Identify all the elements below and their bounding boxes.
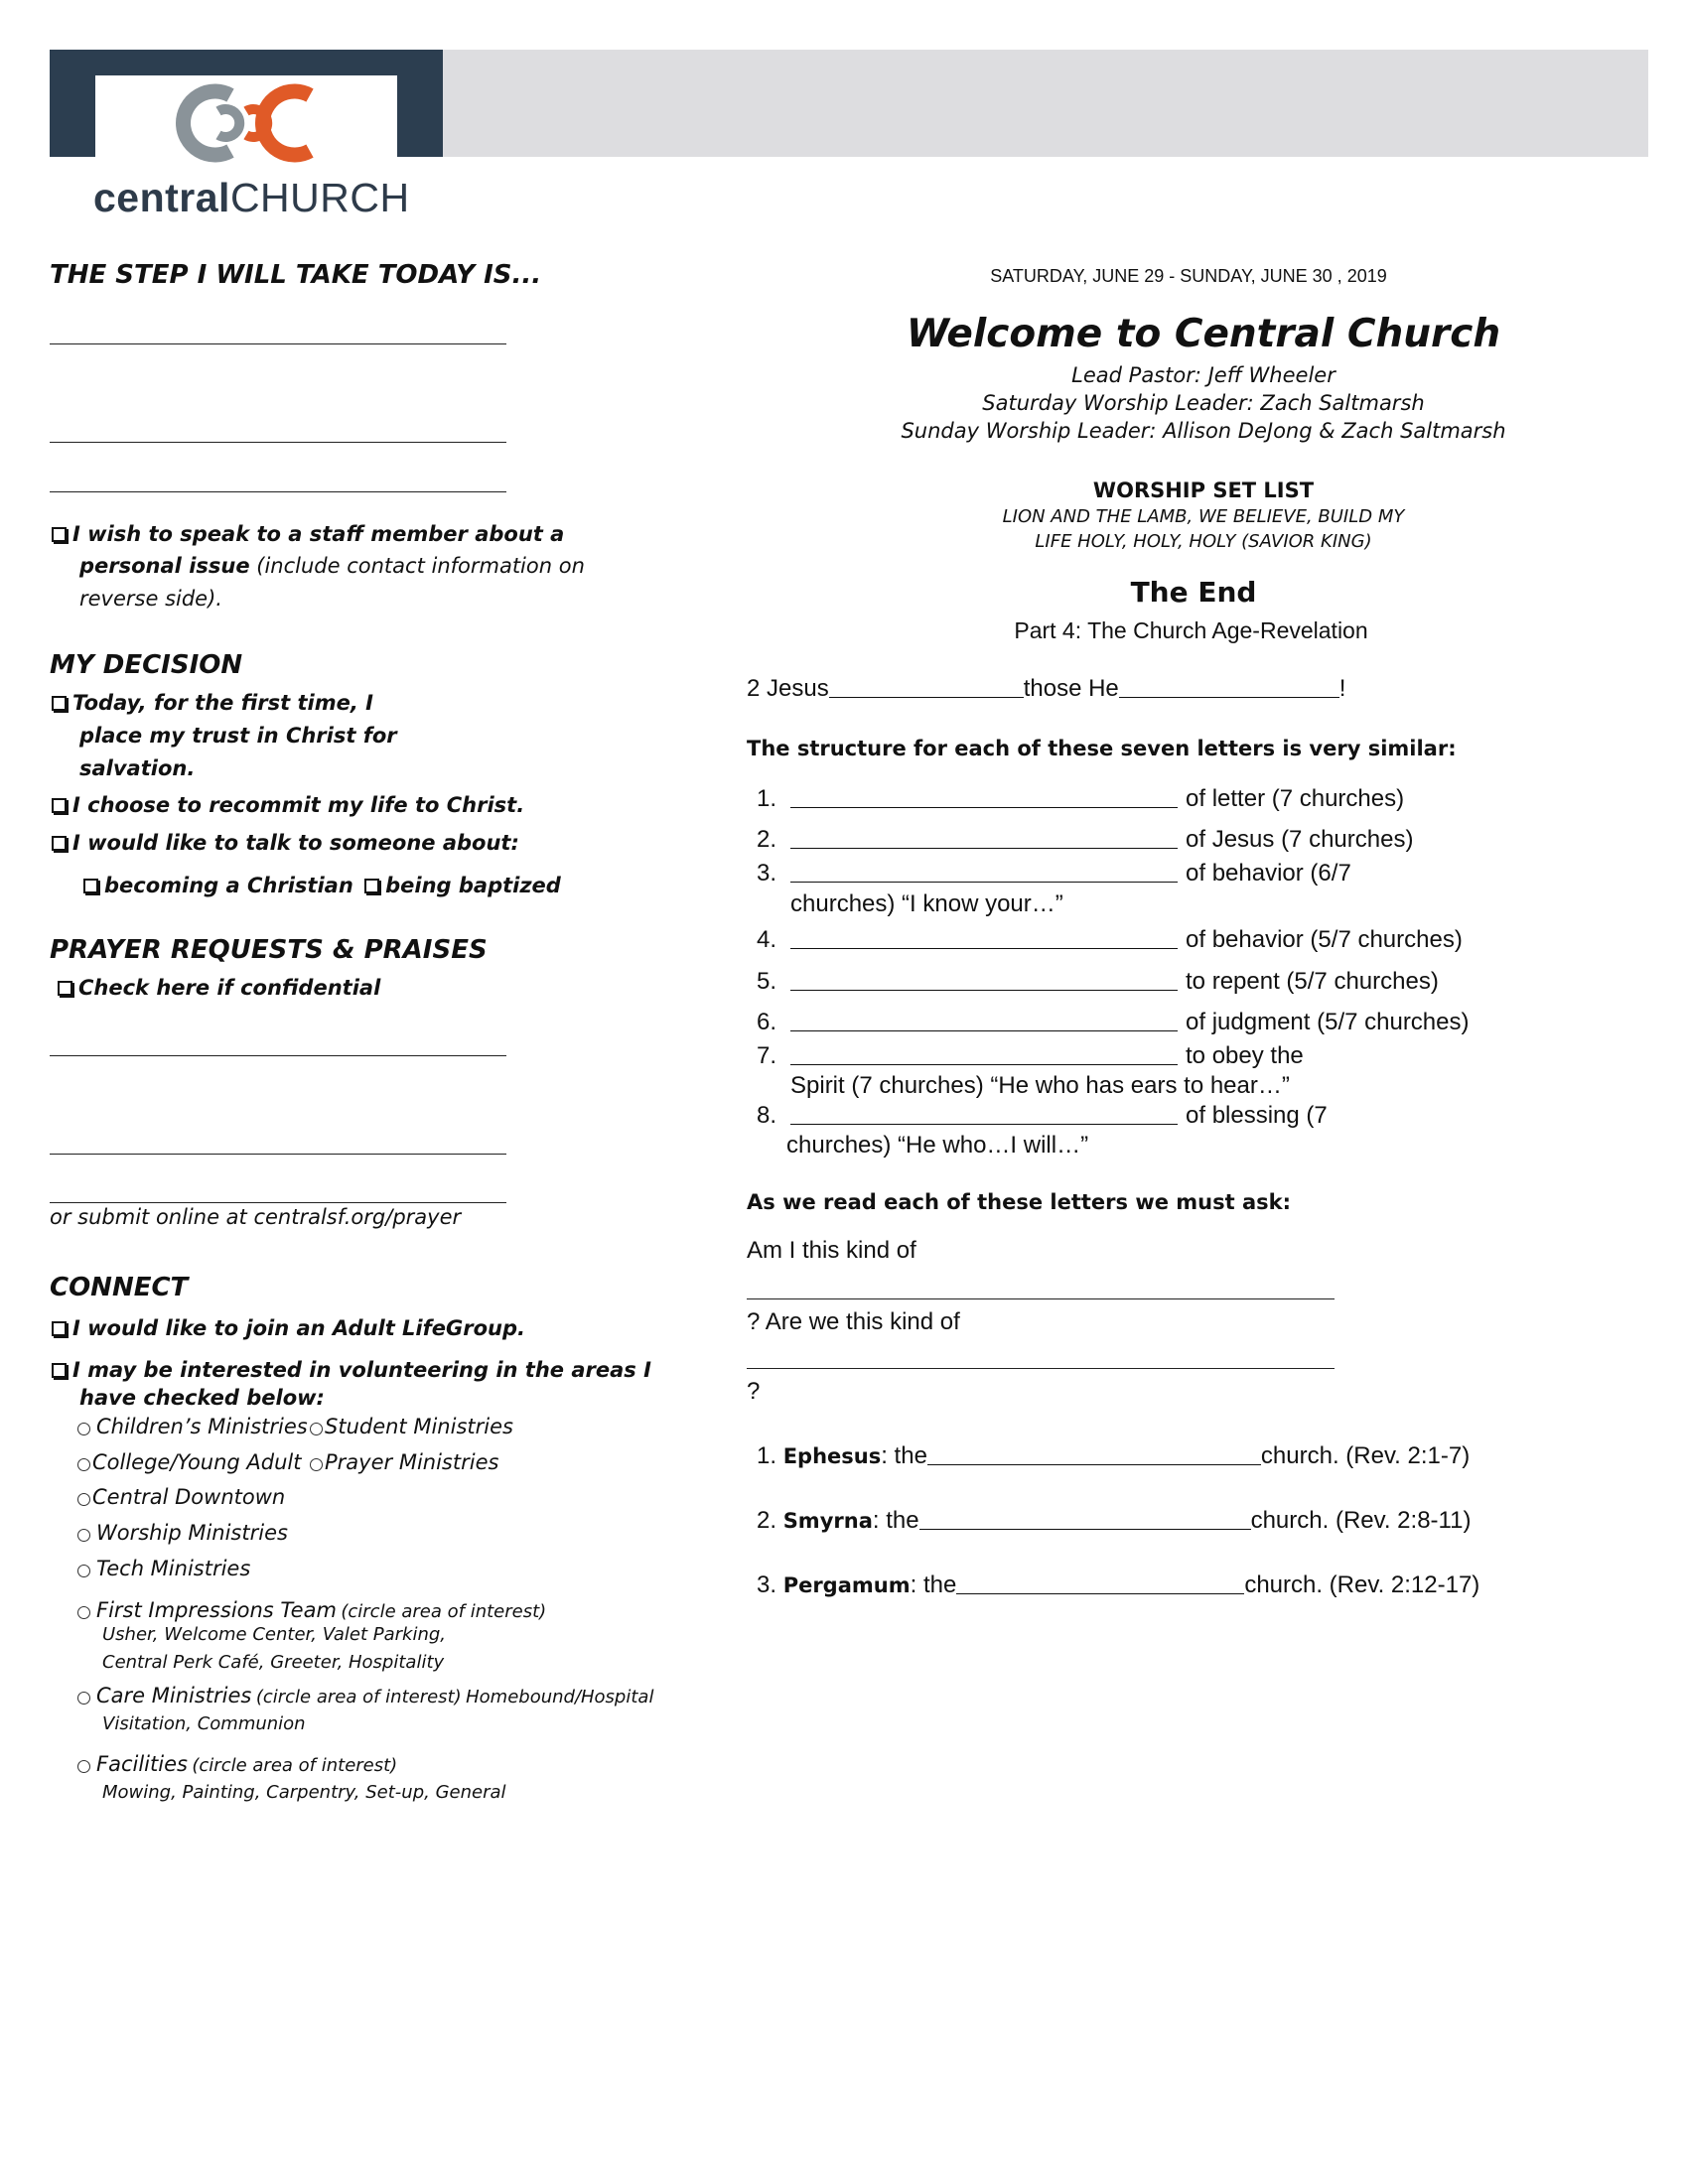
item-text: of letter (7 churches) <box>1186 785 1405 812</box>
checkbox-icon[interactable] <box>364 879 379 893</box>
radio-icon[interactable] <box>77 1692 90 1705</box>
item-number: 2. <box>757 826 777 853</box>
volunteer-line-2: have checked below: <box>79 1386 325 1410</box>
opt-worship-label: Worship Ministries <box>96 1521 288 1545</box>
church-mid: : the <box>881 1442 927 1469</box>
confidential-label: Check here if confidential <box>78 976 381 1000</box>
item-number: 6. <box>757 1009 777 1035</box>
step-title: THE STEP I WILL TAKE TODAY IS... <box>50 260 542 290</box>
step-line-2[interactable] <box>50 442 506 443</box>
church-mid: : the <box>910 1571 957 1598</box>
opt-college[interactable] <box>77 1450 302 1474</box>
structure-item <box>757 785 1404 813</box>
checkbox-icon[interactable] <box>83 879 98 893</box>
structure-item <box>757 826 1413 854</box>
opt-prayer[interactable] <box>310 1450 498 1474</box>
setlist-line-2: LIFE HOLY, HOLY, HOLY (SAVIOR KING) <box>1035 531 1372 552</box>
item-blank[interactable] <box>790 861 1178 883</box>
item-continuation: churches) “He who…I will…” <box>786 1132 1089 1159</box>
staff-line-1: I wish to speak to a staff member about a <box>72 522 565 546</box>
opt-tech-label: Tech Ministries <box>96 1557 251 1580</box>
item-blank[interactable] <box>790 927 1178 949</box>
staff-option[interactable] <box>52 522 564 546</box>
lead-pastor: Lead Pastor: Jeff Wheeler <box>1071 363 1336 387</box>
decision-first-line-1: Today, for the first time, I <box>72 691 373 715</box>
item-text: of blessing (7 <box>1186 1102 1328 1129</box>
church-blank[interactable] <box>956 1572 1244 1594</box>
prayer-line-2[interactable] <box>50 1154 506 1155</box>
jesus-line-start: 2 Jesus <box>747 675 829 702</box>
item-number: 7. <box>757 1042 777 1069</box>
step-line-3[interactable] <box>50 491 506 492</box>
prayer-line-1[interactable] <box>50 1055 506 1056</box>
prayer-line-3[interactable] <box>50 1202 506 1203</box>
submit-online-note[interactable]: or submit online at centralsf.org/prayer <box>50 1205 462 1229</box>
sermon-subtitle: Part 4: The Church Age-Revelation <box>1014 617 1368 643</box>
item-continuation: churches) “I know your…” <box>790 890 1063 917</box>
item-blank[interactable] <box>790 1010 1178 1031</box>
structure-item <box>757 860 1351 887</box>
church-number: 3. <box>757 1571 777 1598</box>
item-number: 8. <box>757 1102 777 1129</box>
church-item <box>757 1507 1471 1535</box>
opt-student-label: Student Ministries <box>325 1415 513 1438</box>
item-blank[interactable] <box>790 786 1178 808</box>
ask-line-1: Am I this kind of <box>747 1237 916 1264</box>
structure-item <box>757 1102 1328 1130</box>
item-continuation: Spirit (7 churches) “He who has ears to hear…” <box>790 1072 1290 1099</box>
church-number: 1. <box>757 1442 777 1469</box>
structure-item <box>757 926 1463 954</box>
checkbox-icon[interactable] <box>52 1321 67 1336</box>
radio-icon[interactable] <box>77 1760 90 1773</box>
checkbox-icon[interactable] <box>52 696 67 711</box>
jesus-blank-2[interactable] <box>1119 676 1339 698</box>
church-item <box>757 1442 1470 1470</box>
recommit-option[interactable] <box>52 793 524 817</box>
volunteer-option[interactable] <box>52 1358 651 1382</box>
volunteer-line-1: I may be interested in volunteering in the areas I <box>72 1358 651 1382</box>
jesus-line-end: ! <box>1338 675 1346 702</box>
opt-children[interactable] <box>77 1415 308 1438</box>
fac-detail: Mowing, Painting, Carpentry, Set-up, General <box>102 1782 506 1803</box>
lifegroup-label: I would like to join an Adult LifeGroup. <box>72 1316 525 1340</box>
staff-contact-note: (include contact information on <box>249 554 585 578</box>
decision-first-line-2: place my trust in Christ for <box>79 724 397 748</box>
item-blank[interactable] <box>790 1103 1178 1125</box>
circle-area-note: (circle area of interest) <box>255 1687 462 1707</box>
confidential-option[interactable] <box>58 976 380 1000</box>
church-item <box>757 1571 1479 1599</box>
item-text: to repent (5/7 churches) <box>1186 968 1439 995</box>
setlist-line-1: LION AND THE LAMB, WE BELIEVE, BUILD MY <box>1002 506 1405 527</box>
ask-blank-1[interactable] <box>747 1298 1335 1299</box>
item-text: of behavior (6/7 <box>1186 860 1351 887</box>
staff-personal-issue: personal issue <box>79 554 250 578</box>
checkbox-icon[interactable] <box>52 798 67 813</box>
item-blank[interactable] <box>790 1043 1178 1065</box>
ask-line-3: ? <box>747 1378 761 1405</box>
church-end: church. (Rev. 2:12-17) <box>1244 1571 1480 1598</box>
church-end: church. (Rev. 2:8-11) <box>1250 1507 1472 1534</box>
church-name: Smyrna <box>782 1509 873 1533</box>
item-number: 5. <box>757 968 777 995</box>
item-number: 3. <box>757 860 777 887</box>
opt-facilities[interactable] <box>77 1752 397 1776</box>
care-detail-1: Homebound/Hospital <box>466 1687 654 1707</box>
circle-area-note: (circle area of interest) <box>192 1755 398 1776</box>
item-text: of Jesus (7 churches) <box>1186 826 1414 853</box>
central-church-logo-icon <box>159 73 328 173</box>
care-detail-2: Visitation, Communion <box>102 1713 306 1734</box>
checkbox-icon[interactable] <box>52 836 67 851</box>
radio-icon[interactable] <box>77 1423 90 1435</box>
church-name: Ephesus <box>782 1444 882 1468</box>
opt-tech[interactable] <box>77 1557 250 1580</box>
ask-heading: As we read each of these letters we must ask: <box>747 1190 1292 1214</box>
radio-icon[interactable] <box>77 1529 90 1542</box>
structure-item <box>757 1042 1304 1070</box>
talk-suboptions <box>83 874 561 897</box>
church-mid: : the <box>872 1507 919 1534</box>
opt-student[interactable] <box>310 1415 513 1438</box>
talk-option[interactable] <box>52 831 519 855</box>
prayer-title: PRAYER REQUESTS & PRAISES <box>50 935 488 965</box>
service-date: SATURDAY, JUNE 29 - SUNDAY, JUNE 30 , 2019 <box>990 266 1387 286</box>
connect-title: CONNECT <box>50 1273 189 1302</box>
fi-detail-2: Central Perk Café, Greeter, Hospitality <box>102 1652 445 1673</box>
sunday-leader: Sunday Worship Leader: Allison DeJong & Zach Saltmarsh <box>901 419 1506 443</box>
item-blank[interactable] <box>790 969 1178 991</box>
radio-icon[interactable] <box>77 1565 90 1577</box>
item-number: 1. <box>757 785 777 812</box>
lifegroup-option[interactable] <box>52 1316 525 1340</box>
radio-icon[interactable] <box>310 1458 323 1471</box>
jesus-line <box>747 675 1345 703</box>
opt-first-impressions[interactable] <box>77 1598 546 1622</box>
church-number: 2. <box>757 1507 777 1534</box>
structure-item <box>757 1009 1470 1036</box>
staff-line-3: reverse side). <box>79 587 222 611</box>
church-name: Pergamum <box>782 1573 911 1597</box>
decision-first-line-3: salvation. <box>79 756 196 780</box>
being-baptized-label: being baptized <box>385 874 561 897</box>
radio-icon[interactable] <box>310 1423 323 1435</box>
opt-prayer-label: Prayer Ministries <box>325 1450 499 1474</box>
checkbox-icon[interactable] <box>52 527 67 542</box>
radio-icon[interactable] <box>77 1606 90 1619</box>
opt-children-label: Children’s Ministries <box>96 1415 308 1438</box>
item-blank[interactable] <box>790 827 1178 849</box>
ask-blank-2[interactable] <box>747 1368 1335 1369</box>
opt-facilities-label: Facilities <box>96 1752 188 1776</box>
church-blank[interactable] <box>919 1508 1251 1530</box>
recommit-label: I choose to recommit my life to Christ. <box>72 793 525 817</box>
church-blank[interactable] <box>927 1443 1261 1465</box>
sermon-title: The End <box>1130 576 1257 609</box>
decision-title: MY DECISION <box>50 650 243 680</box>
jesus-line-mid: those He <box>1023 675 1119 702</box>
staff-line-2 <box>79 554 585 578</box>
opt-first-impressions-label: First Impressions Team <box>96 1598 337 1622</box>
saturday-leader: Saturday Worship Leader: Zach Saltmarsh <box>982 391 1425 415</box>
opt-care[interactable] <box>77 1684 653 1707</box>
structure-item <box>757 968 1439 996</box>
becoming-christian-label: becoming a Christian <box>104 874 353 897</box>
item-text: of judgment (5/7 churches) <box>1186 1009 1470 1035</box>
checkbox-icon[interactable] <box>52 1363 67 1378</box>
item-text: of behavior (5/7 churches) <box>1186 926 1463 953</box>
circle-area-note: (circle area of interest) <box>341 1601 547 1622</box>
logo-wordmark-bold: central <box>93 175 230 220</box>
opt-care-label: Care Ministries <box>96 1684 252 1707</box>
opt-college-label: College/Young Adult <box>92 1450 302 1474</box>
fi-detail-1: Usher, Welcome Center, Valet Parking, <box>102 1624 447 1645</box>
welcome-title: Welcome to Central Church <box>906 312 1501 356</box>
checkbox-icon[interactable] <box>58 981 72 996</box>
radio-icon[interactable] <box>77 1493 90 1506</box>
logo-wordmark-light: CHURCH <box>229 175 410 220</box>
ask-line-2: ? Are we this kind of <box>747 1308 960 1335</box>
jesus-blank-1[interactable] <box>829 676 1024 698</box>
item-text: to obey the <box>1186 1042 1304 1069</box>
decision-first-time-option[interactable] <box>52 691 373 715</box>
setlist-title: WORSHIP SET LIST <box>1092 478 1315 502</box>
item-number: 4. <box>757 926 777 953</box>
step-line-1[interactable] <box>50 343 506 344</box>
talk-label: I would like to talk to someone about: <box>72 831 519 855</box>
structure-heading: The structure for each of these seven letters is very similar: <box>747 737 1457 760</box>
logo-wordmark <box>93 175 410 221</box>
opt-worship[interactable] <box>77 1521 288 1545</box>
church-end: church. (Rev. 2:1-7) <box>1260 1442 1471 1469</box>
opt-downtown[interactable] <box>77 1485 285 1509</box>
opt-downtown-label: Central Downtown <box>92 1485 286 1509</box>
radio-icon[interactable] <box>77 1458 90 1471</box>
